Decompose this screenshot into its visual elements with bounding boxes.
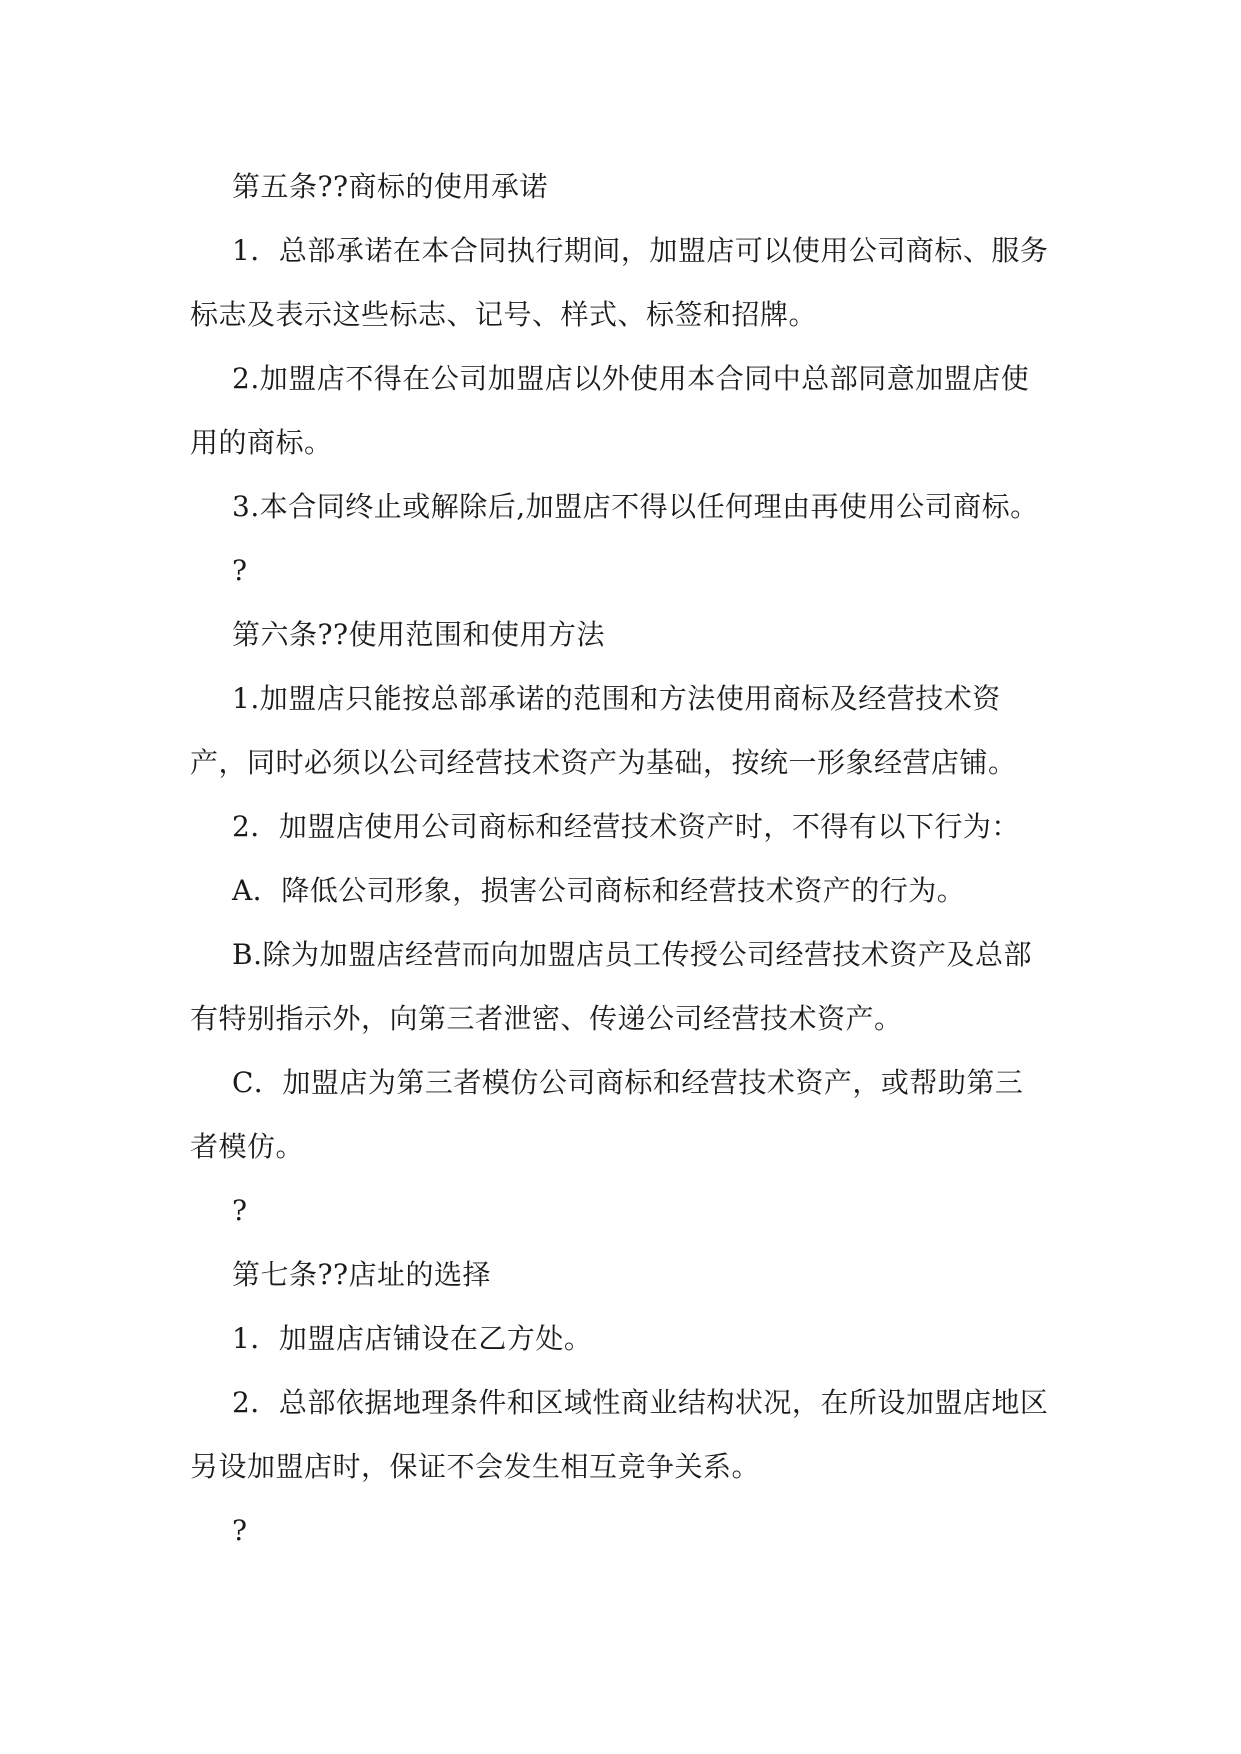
article-5-clause-1: 1．总部承诺在本合同执行期间，加盟店可以使用公司商标、服务标志及表示这些标志、记号、样式、标签和招牌。 xyxy=(190,234,1049,331)
separator-mark: ? xyxy=(232,1194,248,1227)
article-7-heading: 第七条??店址的选择 xyxy=(232,1258,492,1291)
separator-mark: ? xyxy=(232,554,248,587)
separator-mark: ? xyxy=(232,1514,248,1547)
article-6-item-b: B.除为加盟店经营而向加盟店员工传授公司经营技术资产及总部有特别指示外，向第三者泄密、传递公司经营技术资产。 xyxy=(190,938,1032,1035)
article-7-clause-1: 1．加盟店店铺设在乙方处。 xyxy=(232,1322,593,1355)
article-5-heading: 第五条??商标的使用承诺 xyxy=(232,170,549,203)
article-5-clause-2: 2.加盟店不得在公司加盟店以外使用本合同中总部同意加盟店使用的商标。 xyxy=(190,362,1030,459)
article-6-item-c: C．加盟店为第三者模仿公司商标和经营技术资产，或帮助第三者模仿。 xyxy=(190,1066,1024,1163)
document-body xyxy=(190,155,1050,1563)
article-6-clause-2: 2．加盟店使用公司商标和经营技术资产时，不得有以下行为： xyxy=(232,810,1020,843)
article-6-item-a: A．降低公司形象，损害公司商标和经营技术资产的行为。 xyxy=(232,874,966,907)
article-6-heading: 第六条??使用范围和使用方法 xyxy=(232,618,606,651)
article-6-clause-1: 1.加盟店只能按总部承诺的范围和方法使用商标及经营技术资产，同时必须以公司经营技术资产为基础，按统一形象经营店铺。 xyxy=(190,682,1017,779)
article-7-clause-2: 2．总部依据地理条件和区域性商业结构状况，在所设加盟店地区另设加盟店时，保证不会发生相互竞争关系。 xyxy=(190,1386,1049,1483)
article-5-clause-3: 3.本合同终止或解除后,加盟店不得以任何理由再使用公司商标。 xyxy=(232,490,1039,523)
